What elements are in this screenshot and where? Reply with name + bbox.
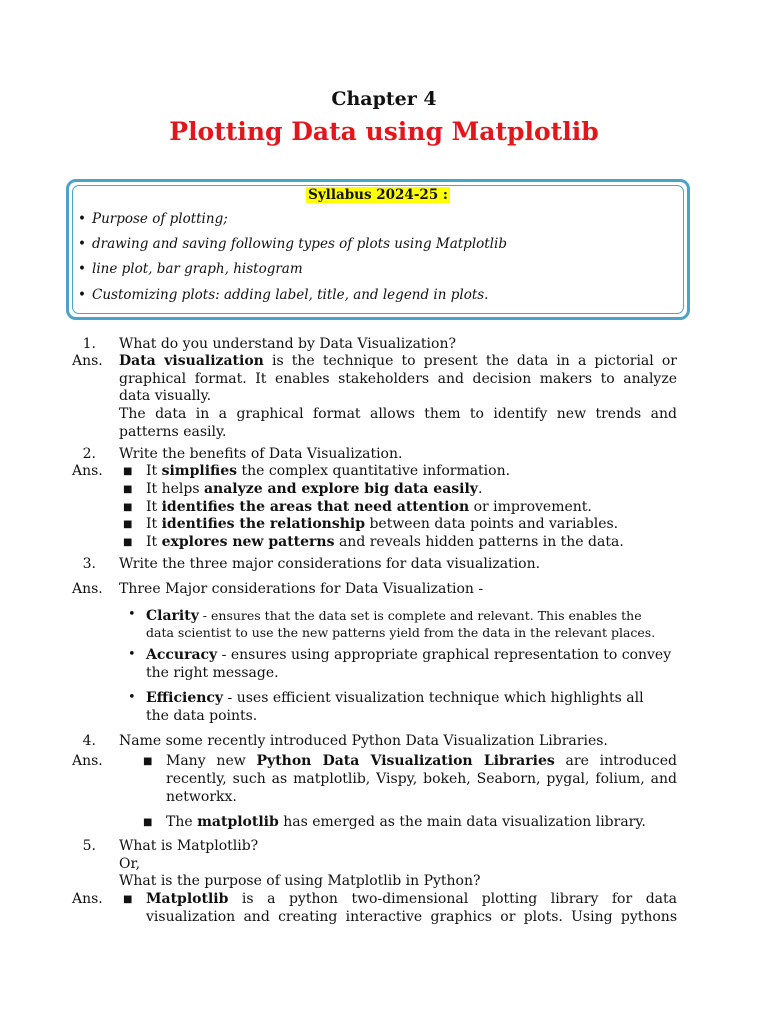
answer-line: The data in a graphical format allows them to identify new trends and xyxy=(119,406,677,422)
syllabus-heading: Syllabus 2024-25 : xyxy=(308,187,448,203)
list-item: Many new Python Data Visualization Libraries are introduced xyxy=(166,753,677,769)
answer-label: Ans. xyxy=(72,581,103,597)
list-item: It explores new patterns and reveals hidden patterns in the data. xyxy=(146,534,624,550)
chapter-label: Chapter 4 xyxy=(331,88,437,110)
list-item: It helps analyze and explore big data easily. xyxy=(146,481,483,497)
question-text: What is the purpose of using Matplotlib in Python? xyxy=(119,873,481,889)
syllabus-item: • drawing and saving following types of plots using Matplotlib xyxy=(78,236,507,252)
question-number: 2. xyxy=(82,446,96,462)
question-number: 5. xyxy=(82,838,96,854)
square-bullet-icon: ■ xyxy=(123,466,133,477)
question-text: Name some recently introduced Python Data Visualization Libraries. xyxy=(119,733,608,749)
list-item-continued: networkx. xyxy=(166,789,237,805)
list-item: It identifies the relationship between data points and variables. xyxy=(146,516,619,532)
syllabus-item: • Purpose of plotting; xyxy=(78,211,228,227)
answer-label: Ans. xyxy=(72,753,103,769)
square-bullet-icon: ■ xyxy=(123,537,133,548)
answer-label: Ans. xyxy=(72,463,103,479)
page-title: Plotting Data using Matplotlib xyxy=(169,117,599,146)
syllabus-item: • Customizing plots: adding label, title, and legend in plots. xyxy=(78,287,489,303)
answer-line: graphical format. It enables stakeholders and decision makers to analyze xyxy=(119,371,677,387)
answer-intro: Three Major considerations for Data Visualization - xyxy=(119,581,484,597)
list-item-continued: the right message. xyxy=(146,665,279,681)
list-item-continued: recently, such as matplotlib, Vispy, bokeh, Seaborn, pygal, folium, and xyxy=(166,771,677,787)
answer-label: Ans. xyxy=(72,353,103,369)
syllabus-item: • line plot, bar graph, histogram xyxy=(78,261,303,277)
question-number: 1. xyxy=(82,336,96,352)
question-text: What is Matplotlib? xyxy=(119,838,259,854)
list-item: It identifies the areas that need attention or improvement. xyxy=(146,499,592,515)
list-item-continued: visualization and creating interactive graphics or plots. Using pythons xyxy=(146,909,677,925)
list-item: Clarity - ensures that the data set is complete and relevant. This enables the xyxy=(146,608,642,624)
question-text: What do you understand by Data Visualization? xyxy=(119,336,456,352)
question-text: Write the benefits of Data Visualization. xyxy=(119,446,403,462)
bullet-icon: • xyxy=(128,647,136,662)
bullet-icon: • xyxy=(128,690,136,705)
list-item: It simplifies the complex quantitative information. xyxy=(146,463,511,479)
square-bullet-icon: ■ xyxy=(143,756,153,767)
answer-label: Ans. xyxy=(72,891,103,907)
square-bullet-icon: ■ xyxy=(123,502,133,513)
list-item-continued: data scientist to use the new patterns yield from the data in the relevant places. xyxy=(146,625,656,640)
list-item: Matplotlib is a python two-dimensional plotting library for data xyxy=(146,891,677,907)
question-text: Write the three major considerations for data visualization. xyxy=(119,556,541,572)
list-item-continued: the data points. xyxy=(146,708,258,724)
answer-line: Data visualization is the technique to present the data in a pictorial or xyxy=(119,353,677,369)
list-item: Accuracy - ensures using appropriate graphical representation to convey xyxy=(146,647,672,663)
answer-line: data visually. xyxy=(119,388,212,404)
square-bullet-icon: ■ xyxy=(123,484,133,495)
list-item: Efficiency - uses efficient visualization technique which highlights all xyxy=(146,690,644,706)
question-number: 3. xyxy=(82,556,96,572)
list-item: The matplotlib has emerged as the main data visualization library. xyxy=(166,814,646,830)
question-or: Or, xyxy=(119,856,141,872)
square-bullet-icon: ■ xyxy=(143,817,153,828)
bullet-icon: • xyxy=(128,607,136,622)
answer-line: patterns easily. xyxy=(119,424,227,440)
square-bullet-icon: ■ xyxy=(123,894,133,905)
question-number: 4. xyxy=(82,733,96,749)
square-bullet-icon: ■ xyxy=(123,519,133,530)
